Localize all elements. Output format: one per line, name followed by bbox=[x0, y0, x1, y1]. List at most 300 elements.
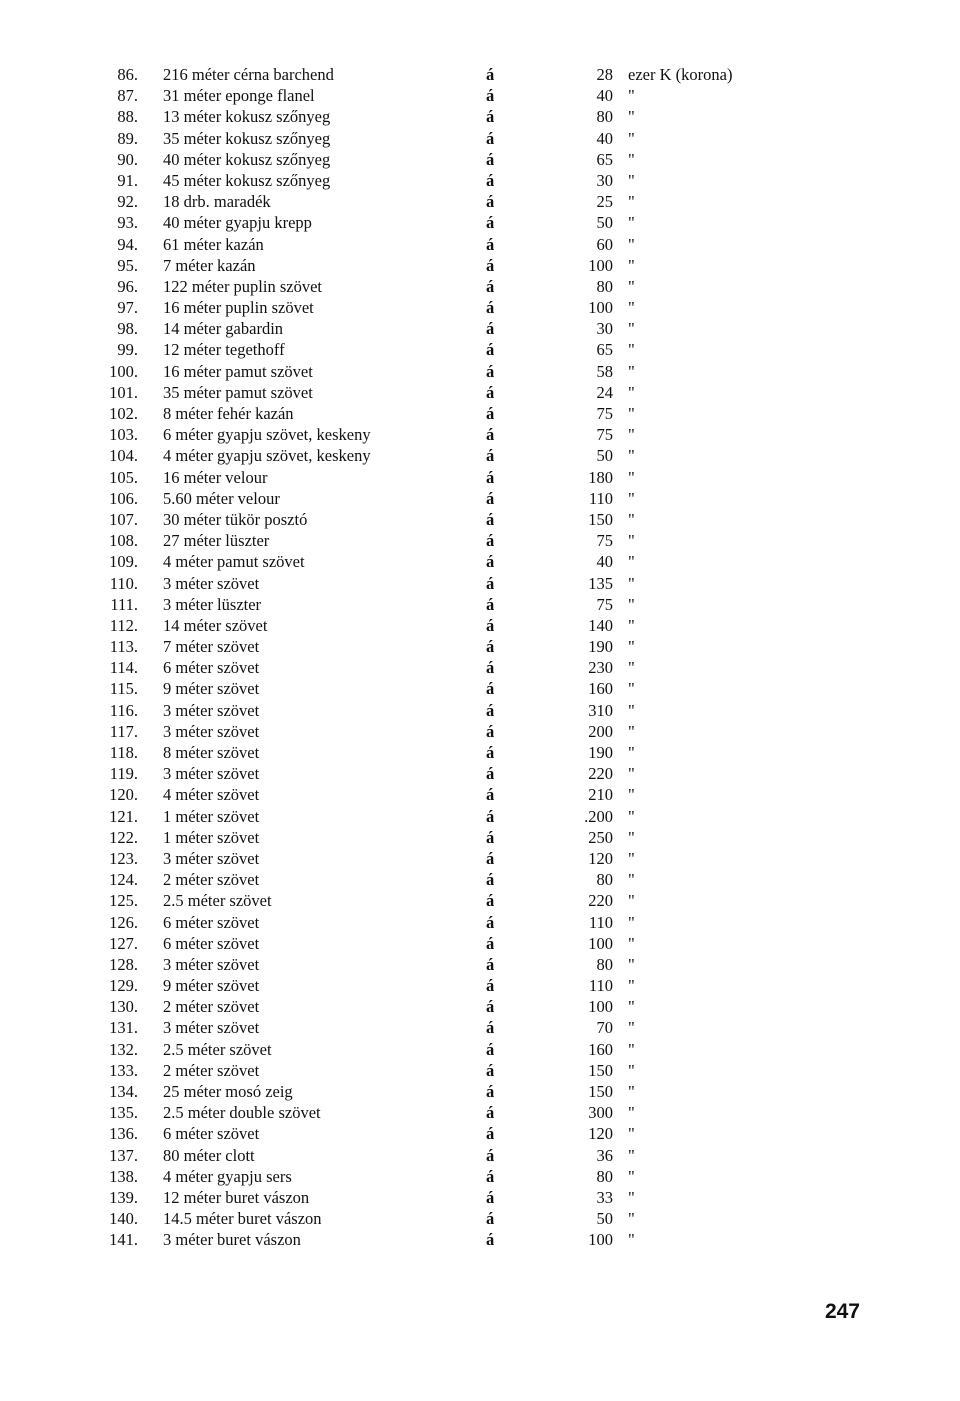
item-description: 2.5 méter double szövet bbox=[163, 1103, 321, 1123]
item-number: 124. bbox=[109, 870, 138, 890]
item-number: 103. bbox=[109, 425, 138, 445]
item-description: 14 méter gabardin bbox=[163, 319, 284, 339]
item-number: 141. bbox=[109, 1230, 138, 1250]
item-price: 75 bbox=[596, 531, 613, 551]
price-unit: " bbox=[628, 1209, 635, 1229]
item-description: 3 méter szövet bbox=[163, 848, 260, 868]
item-price: 100 bbox=[588, 255, 613, 275]
item-price: 110 bbox=[588, 488, 613, 508]
item-number: 128. bbox=[109, 954, 138, 974]
item-number: 93. bbox=[117, 213, 138, 233]
price-unit: " bbox=[628, 933, 635, 953]
price-each-marker: á bbox=[486, 234, 495, 254]
list-item bbox=[0, 128, 960, 149]
price-unit: " bbox=[628, 615, 635, 635]
item-price: 80 bbox=[596, 276, 613, 296]
list-item bbox=[0, 212, 960, 233]
item-price: 310 bbox=[588, 700, 613, 720]
price-unit: " bbox=[628, 340, 635, 360]
list-item bbox=[0, 276, 960, 297]
price-each-marker: á bbox=[486, 425, 495, 445]
item-description: 2 méter szövet bbox=[163, 870, 260, 890]
item-description: 3 méter lüszter bbox=[163, 594, 262, 614]
item-number: 114. bbox=[109, 658, 138, 678]
price-each-marker: á bbox=[486, 255, 495, 275]
price-unit: " bbox=[628, 404, 635, 423]
item-number: 126. bbox=[109, 912, 138, 932]
item-number: 98. bbox=[117, 319, 138, 339]
item-number: 115. bbox=[109, 679, 138, 699]
price-unit: " bbox=[628, 276, 635, 296]
item-description: 216 méter cérna barchend bbox=[163, 65, 334, 84]
price-each-marker: á bbox=[486, 467, 495, 487]
item-number: 105. bbox=[109, 467, 138, 487]
list-item bbox=[0, 890, 960, 911]
item-number: 101. bbox=[109, 382, 138, 402]
price-unit: " bbox=[628, 1124, 635, 1144]
item-number: 132. bbox=[109, 1039, 138, 1059]
price-unit: " bbox=[628, 870, 635, 890]
item-description: 7 méter szövet bbox=[163, 637, 260, 657]
price-unit: " bbox=[628, 997, 635, 1017]
price-each-marker: á bbox=[486, 509, 495, 529]
price-unit: " bbox=[628, 976, 635, 996]
price-each-marker: á bbox=[486, 848, 495, 868]
item-number: 113. bbox=[109, 637, 138, 657]
item-description: 13 méter kokusz szőnyeg bbox=[163, 107, 331, 127]
list-item bbox=[0, 445, 960, 466]
item-number: 117. bbox=[109, 721, 138, 741]
price-unit: " bbox=[628, 827, 635, 847]
price-unit: " bbox=[628, 1060, 635, 1080]
price-unit: " bbox=[628, 700, 635, 720]
item-number: 125. bbox=[109, 891, 138, 911]
item-number: 106. bbox=[109, 488, 138, 508]
list-item bbox=[0, 488, 960, 509]
price-unit: " bbox=[628, 170, 635, 190]
price-each-marker: á bbox=[486, 107, 495, 127]
item-description: 35 méter kokusz szőnyeg bbox=[163, 128, 331, 148]
item-description: 12 méter buret vászon bbox=[163, 1187, 310, 1207]
item-price: 80 bbox=[596, 1166, 613, 1186]
item-price: 140 bbox=[588, 615, 613, 635]
item-price: 75 bbox=[596, 404, 613, 423]
item-number: 120. bbox=[109, 785, 138, 805]
price-unit: " bbox=[628, 1039, 635, 1059]
list-item bbox=[0, 827, 960, 848]
item-price: 110 bbox=[588, 912, 613, 932]
list-item bbox=[0, 721, 960, 742]
price-each-marker: á bbox=[486, 1060, 495, 1080]
price-each-marker: á bbox=[486, 382, 495, 402]
item-description: 40 méter gyapju krepp bbox=[163, 213, 312, 233]
item-price: 100 bbox=[588, 933, 613, 953]
price-each-marker: á bbox=[486, 1082, 495, 1101]
list-item bbox=[0, 573, 960, 594]
item-description: 6 méter szövet bbox=[163, 1124, 260, 1144]
item-price: 150 bbox=[588, 1060, 613, 1080]
price-unit: " bbox=[628, 1082, 635, 1101]
price-each-marker: á bbox=[486, 531, 495, 551]
price-each-marker: á bbox=[486, 743, 495, 762]
item-number: 131. bbox=[109, 1018, 138, 1038]
item-number: 86. bbox=[117, 65, 138, 84]
price-each-marker: á bbox=[486, 319, 495, 339]
item-price: 190 bbox=[588, 743, 613, 762]
item-price: 220 bbox=[588, 764, 613, 784]
item-price: 40 bbox=[596, 552, 613, 572]
price-each-marker: á bbox=[486, 86, 495, 106]
item-price: 100 bbox=[588, 1230, 613, 1250]
list-item bbox=[0, 530, 960, 551]
price-unit: " bbox=[628, 319, 635, 339]
price-each-marker: á bbox=[486, 806, 495, 826]
item-price: 160 bbox=[588, 679, 613, 699]
price-each-marker: á bbox=[486, 1209, 495, 1229]
price-unit: ezer K (korona) bbox=[628, 65, 733, 84]
price-unit: " bbox=[628, 467, 635, 487]
price-each-marker: á bbox=[486, 764, 495, 784]
list-item bbox=[0, 763, 960, 784]
price-unit: " bbox=[628, 382, 635, 402]
item-price: 150 bbox=[588, 509, 613, 529]
price-each-marker: á bbox=[486, 785, 495, 805]
item-description: 4 méter szövet bbox=[163, 785, 260, 805]
item-description: 45 méter kokusz szőnyeg bbox=[163, 170, 331, 190]
list-item bbox=[0, 1017, 960, 1038]
item-number: 118. bbox=[109, 743, 138, 762]
list-item bbox=[0, 1102, 960, 1123]
list-item bbox=[0, 106, 960, 127]
item-number: 134. bbox=[109, 1082, 138, 1101]
item-description: 35 méter pamut szövet bbox=[163, 382, 313, 402]
list-item bbox=[0, 678, 960, 699]
item-price: 160 bbox=[588, 1039, 613, 1059]
price-unit: " bbox=[628, 446, 635, 466]
price-each-marker: á bbox=[486, 1039, 495, 1059]
price-each-marker: á bbox=[486, 488, 495, 508]
price-unit: " bbox=[628, 234, 635, 254]
price-each-marker: á bbox=[486, 1187, 495, 1207]
item-price: 40 bbox=[596, 128, 613, 148]
item-description: 3 méter szövet bbox=[163, 721, 260, 741]
item-price: 230 bbox=[588, 658, 613, 678]
price-unit: " bbox=[628, 213, 635, 233]
price-each-marker: á bbox=[486, 213, 495, 233]
item-price: 24 bbox=[596, 382, 613, 402]
list-item bbox=[0, 912, 960, 933]
item-number: 107. bbox=[109, 509, 138, 529]
item-description: 3 méter szövet bbox=[163, 573, 260, 593]
item-price: 30 bbox=[596, 170, 613, 190]
item-description: 2.5 méter szövet bbox=[163, 1039, 272, 1059]
list-item bbox=[0, 191, 960, 212]
item-number: 89. bbox=[117, 128, 138, 148]
list-item bbox=[0, 339, 960, 360]
item-description: 16 méter pamut szövet bbox=[163, 361, 313, 381]
item-number: 123. bbox=[109, 848, 138, 868]
price-unit: " bbox=[628, 298, 635, 318]
price-each-marker: á bbox=[486, 298, 495, 318]
item-description: 40 méter kokusz szőnyeg bbox=[163, 149, 331, 169]
list-item bbox=[0, 1208, 960, 1229]
price-each-marker: á bbox=[486, 149, 495, 169]
price-unit: " bbox=[628, 637, 635, 657]
list-item bbox=[0, 806, 960, 827]
item-number: 88. bbox=[117, 107, 138, 127]
price-each-marker: á bbox=[486, 1230, 495, 1250]
item-description: 25 méter mosó zeig bbox=[163, 1082, 293, 1101]
price-each-marker: á bbox=[486, 1145, 495, 1165]
item-description: 9 méter szövet bbox=[163, 976, 260, 996]
price-unit: " bbox=[628, 361, 635, 381]
item-description: 14.5 méter buret vászon bbox=[163, 1209, 322, 1229]
item-number: 110. bbox=[109, 573, 138, 593]
price-each-marker: á bbox=[486, 552, 495, 572]
item-number: 127. bbox=[109, 933, 138, 953]
item-description: 6 méter gyapju szövet, keskeny bbox=[163, 425, 371, 445]
price-unit: " bbox=[628, 425, 635, 445]
price-unit: " bbox=[628, 594, 635, 614]
item-description: 2 méter szövet bbox=[163, 997, 260, 1017]
price-each-marker: á bbox=[486, 1166, 495, 1186]
price-each-marker: á bbox=[486, 276, 495, 296]
price-unit: " bbox=[628, 107, 635, 127]
price-each-marker: á bbox=[486, 361, 495, 381]
item-description: 7 méter kazán bbox=[163, 255, 256, 275]
list-item bbox=[0, 551, 960, 572]
price-unit: " bbox=[628, 149, 635, 169]
item-description: 6 méter szövet bbox=[163, 912, 260, 932]
item-price: 110 bbox=[588, 976, 613, 996]
list-item bbox=[0, 64, 960, 85]
price-unit: " bbox=[628, 552, 635, 572]
item-description: 3 méter buret vászon bbox=[163, 1230, 301, 1250]
item-number: 108. bbox=[109, 531, 138, 551]
price-each-marker: á bbox=[486, 912, 495, 932]
item-number: 135. bbox=[109, 1103, 138, 1123]
item-description: 1 méter szövet bbox=[163, 806, 260, 826]
list-item bbox=[0, 1229, 960, 1250]
item-price: 28 bbox=[596, 65, 613, 84]
price-unit: " bbox=[628, 806, 635, 826]
price-each-marker: á bbox=[486, 721, 495, 741]
item-description: 61 méter kazán bbox=[163, 234, 264, 254]
item-price: 50 bbox=[596, 1209, 613, 1229]
price-unit: " bbox=[628, 255, 635, 275]
price-each-marker: á bbox=[486, 933, 495, 953]
item-description: 12 méter tegethoff bbox=[163, 340, 285, 360]
item-number: 138. bbox=[109, 1166, 138, 1186]
price-unit: " bbox=[628, 86, 635, 106]
item-number: 90. bbox=[117, 149, 138, 169]
list-item bbox=[0, 1039, 960, 1060]
item-price: 100 bbox=[588, 298, 613, 318]
item-description: 80 méter clott bbox=[163, 1145, 255, 1165]
price-unit: " bbox=[628, 531, 635, 551]
price-each-marker: á bbox=[486, 404, 495, 423]
inventory-list bbox=[0, 64, 960, 1251]
item-description: 18 drb. maradék bbox=[163, 192, 271, 212]
price-each-marker: á bbox=[486, 870, 495, 890]
list-item bbox=[0, 742, 960, 763]
list-item bbox=[0, 234, 960, 255]
list-item bbox=[0, 615, 960, 636]
list-item bbox=[0, 869, 960, 890]
price-unit: " bbox=[628, 679, 635, 699]
list-item bbox=[0, 361, 960, 382]
item-price: 135 bbox=[588, 573, 613, 593]
item-number: 133. bbox=[109, 1060, 138, 1080]
list-item bbox=[0, 975, 960, 996]
price-unit: " bbox=[628, 573, 635, 593]
list-item bbox=[0, 954, 960, 975]
list-item bbox=[0, 85, 960, 106]
item-number: 140. bbox=[109, 1209, 138, 1229]
list-item bbox=[0, 1166, 960, 1187]
item-price: 210 bbox=[588, 785, 613, 805]
price-each-marker: á bbox=[486, 827, 495, 847]
list-item bbox=[0, 1123, 960, 1144]
item-price: 120 bbox=[588, 1124, 613, 1144]
price-unit: " bbox=[628, 1187, 635, 1207]
price-each-marker: á bbox=[486, 1018, 495, 1038]
price-each-marker: á bbox=[486, 679, 495, 699]
price-unit: " bbox=[628, 721, 635, 741]
price-unit: " bbox=[628, 192, 635, 212]
price-each-marker: á bbox=[486, 1124, 495, 1144]
list-item bbox=[0, 933, 960, 954]
item-number: 111. bbox=[110, 594, 138, 614]
list-item bbox=[0, 700, 960, 721]
list-item bbox=[0, 318, 960, 339]
item-description: 16 méter velour bbox=[163, 467, 268, 487]
item-number: 97. bbox=[117, 298, 138, 318]
price-unit: " bbox=[628, 764, 635, 784]
item-price: 120 bbox=[588, 848, 613, 868]
price-each-marker: á bbox=[486, 954, 495, 974]
list-item bbox=[0, 1081, 960, 1102]
item-description: 8 méter szövet bbox=[163, 743, 260, 762]
item-number: 87. bbox=[117, 86, 138, 106]
item-price: 250 bbox=[588, 827, 613, 847]
item-price: 36 bbox=[596, 1145, 613, 1165]
list-item bbox=[0, 784, 960, 805]
price-unit: " bbox=[628, 1166, 635, 1186]
price-each-marker: á bbox=[486, 170, 495, 190]
item-price: 40 bbox=[596, 86, 613, 106]
item-price: 70 bbox=[596, 1018, 613, 1038]
item-description: 122 méter puplin szövet bbox=[163, 276, 323, 296]
item-price: .200 bbox=[584, 806, 613, 826]
list-item bbox=[0, 424, 960, 445]
item-description: 2 méter szövet bbox=[163, 1060, 260, 1080]
price-unit: " bbox=[628, 1145, 635, 1165]
item-number: 95. bbox=[117, 255, 138, 275]
item-number: 112. bbox=[109, 615, 138, 635]
item-price: 33 bbox=[596, 1187, 613, 1207]
price-each-marker: á bbox=[486, 976, 495, 996]
price-unit: " bbox=[628, 509, 635, 529]
price-each-marker: á bbox=[486, 446, 495, 466]
item-description: 3 méter szövet bbox=[163, 1018, 260, 1038]
item-price: 30 bbox=[596, 319, 613, 339]
price-each-marker: á bbox=[486, 637, 495, 657]
price-unit: " bbox=[628, 912, 635, 932]
item-price: 200 bbox=[588, 721, 613, 741]
list-item bbox=[0, 509, 960, 530]
item-price: 60 bbox=[596, 234, 613, 254]
list-item bbox=[0, 170, 960, 191]
price-unit: " bbox=[628, 658, 635, 678]
list-item bbox=[0, 594, 960, 615]
item-description: 3 méter szövet bbox=[163, 954, 260, 974]
item-number: 119. bbox=[109, 764, 138, 784]
item-price: 75 bbox=[596, 425, 613, 445]
list-item bbox=[0, 1060, 960, 1081]
item-number: 137. bbox=[109, 1145, 138, 1165]
price-unit: " bbox=[628, 1230, 635, 1250]
item-description: 16 méter puplin szövet bbox=[163, 298, 314, 318]
price-each-marker: á bbox=[486, 997, 495, 1017]
item-number: 99. bbox=[117, 340, 138, 360]
item-description: 8 méter fehér kazán bbox=[163, 404, 294, 423]
item-description: 3 méter szövet bbox=[163, 700, 260, 720]
item-description: 4 méter gyapju sers bbox=[163, 1166, 292, 1186]
list-item bbox=[0, 149, 960, 170]
item-price: 190 bbox=[588, 637, 613, 657]
item-number: 116. bbox=[109, 700, 138, 720]
list-item bbox=[0, 1187, 960, 1208]
list-item bbox=[0, 996, 960, 1017]
item-number: 122. bbox=[109, 827, 138, 847]
price-each-marker: á bbox=[486, 658, 495, 678]
item-number: 121. bbox=[109, 806, 138, 826]
item-price: 50 bbox=[596, 446, 613, 466]
item-description: 1 méter szövet bbox=[163, 827, 260, 847]
price-each-marker: á bbox=[486, 594, 495, 614]
item-number: 130. bbox=[109, 997, 138, 1017]
list-item bbox=[0, 403, 960, 424]
item-description: 27 méter lüszter bbox=[163, 531, 270, 551]
list-item bbox=[0, 657, 960, 678]
item-description: 2.5 méter szövet bbox=[163, 891, 272, 911]
price-unit: " bbox=[628, 1018, 635, 1038]
item-number: 92. bbox=[117, 192, 138, 212]
price-each-marker: á bbox=[486, 340, 495, 360]
item-description: 3 méter szövet bbox=[163, 764, 260, 784]
item-number: 139. bbox=[109, 1187, 138, 1207]
item-price: 65 bbox=[596, 340, 613, 360]
item-price: 300 bbox=[588, 1103, 613, 1123]
price-each-marker: á bbox=[486, 573, 495, 593]
item-description: 31 méter eponge flanel bbox=[163, 86, 315, 106]
item-description: 6 méter szövet bbox=[163, 933, 260, 953]
item-price: 220 bbox=[588, 891, 613, 911]
item-number: 104. bbox=[109, 446, 138, 466]
item-number: 109. bbox=[109, 552, 138, 572]
item-price: 100 bbox=[588, 997, 613, 1017]
price-each-marker: á bbox=[486, 192, 495, 212]
item-description: 14 méter szövet bbox=[163, 615, 268, 635]
price-each-marker: á bbox=[486, 615, 495, 635]
item-number: 94. bbox=[117, 234, 138, 254]
price-unit: " bbox=[628, 954, 635, 974]
list-item bbox=[0, 255, 960, 276]
price-each-marker: á bbox=[486, 128, 495, 148]
item-price: 80 bbox=[596, 107, 613, 127]
price-each-marker: á bbox=[486, 700, 495, 720]
